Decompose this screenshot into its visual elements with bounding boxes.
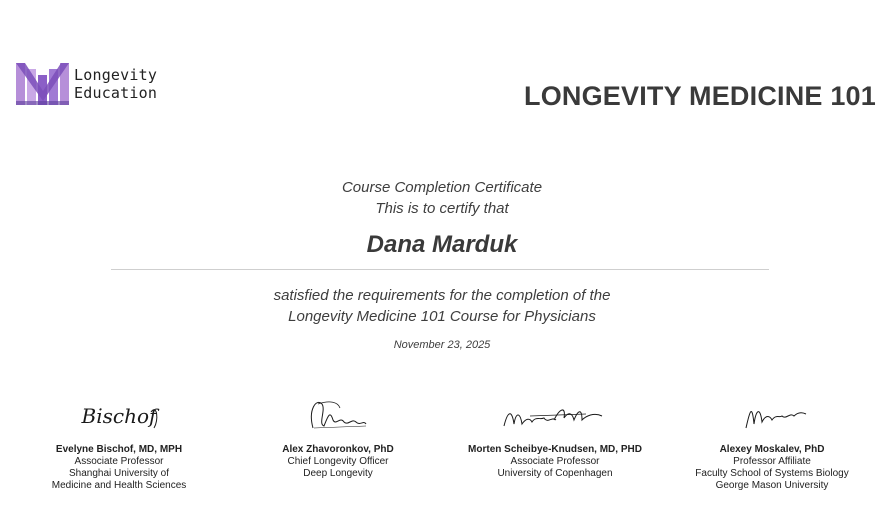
logo-text-line2: Education	[74, 84, 158, 102]
signatory-affiliation: Medicine and Health Sciences	[51, 480, 187, 491]
signatory-name: Morten Scheibye-Knudsen, MD, PHD	[468, 444, 642, 455]
recipient-name: Dana Marduk	[366, 231, 518, 258]
signatory-affiliation: Faculty School of Systems Biology	[695, 468, 849, 479]
signatory-name: Alex Zhavoronkov, PhD	[282, 444, 394, 455]
signatory-name: Alexey Moskalev, PhD	[719, 444, 825, 455]
requirement-line-2: Longevity Medicine 101 Course for Physicians	[288, 308, 596, 325]
signatory-name: Evelyne Bischof, MD, MPH	[55, 444, 183, 455]
signatory-title: Associate Professor	[510, 456, 600, 467]
signatory-2	[228, 390, 448, 480]
logo-text-line1: Longevity	[74, 66, 158, 84]
certificate-title: Course Completion Certificate	[341, 179, 543, 196]
signatory-affiliation: University of Copenhagen	[497, 468, 613, 479]
completion-date: November 23, 2025	[393, 339, 491, 351]
divider-line	[111, 269, 769, 270]
logo-text	[74, 66, 157, 102]
signatory-title: Associate Professor	[74, 456, 164, 467]
certificate-intro: This is to certify that	[375, 200, 509, 217]
signatory-1	[9, 390, 229, 492]
signatory-affiliation: George Mason University	[715, 480, 829, 491]
signatory-3	[445, 390, 665, 480]
signature-text: Bischof	[81, 404, 157, 428]
longevity-education-logo-icon	[16, 61, 71, 107]
signature-zhavoronkov-icon	[278, 390, 398, 440]
signature-scheibye-knudsen-icon	[490, 390, 620, 440]
logo	[16, 61, 157, 107]
signature-bischof-icon	[59, 390, 179, 440]
signatory-title: Professor Affiliate	[733, 456, 811, 467]
signature-moskalev-icon	[712, 390, 832, 440]
signatory-affiliation: Shanghai University of	[68, 468, 170, 479]
signatory-affiliation: Deep Longevity	[303, 468, 373, 479]
requirement-line-1: satisfied the requirements for the completion of the	[273, 287, 611, 304]
signatory-title: Chief Longevity Officer	[287, 456, 389, 467]
course-heading: LONGEVITY MEDICINE 101	[524, 81, 876, 111]
signatory-4	[662, 390, 882, 492]
